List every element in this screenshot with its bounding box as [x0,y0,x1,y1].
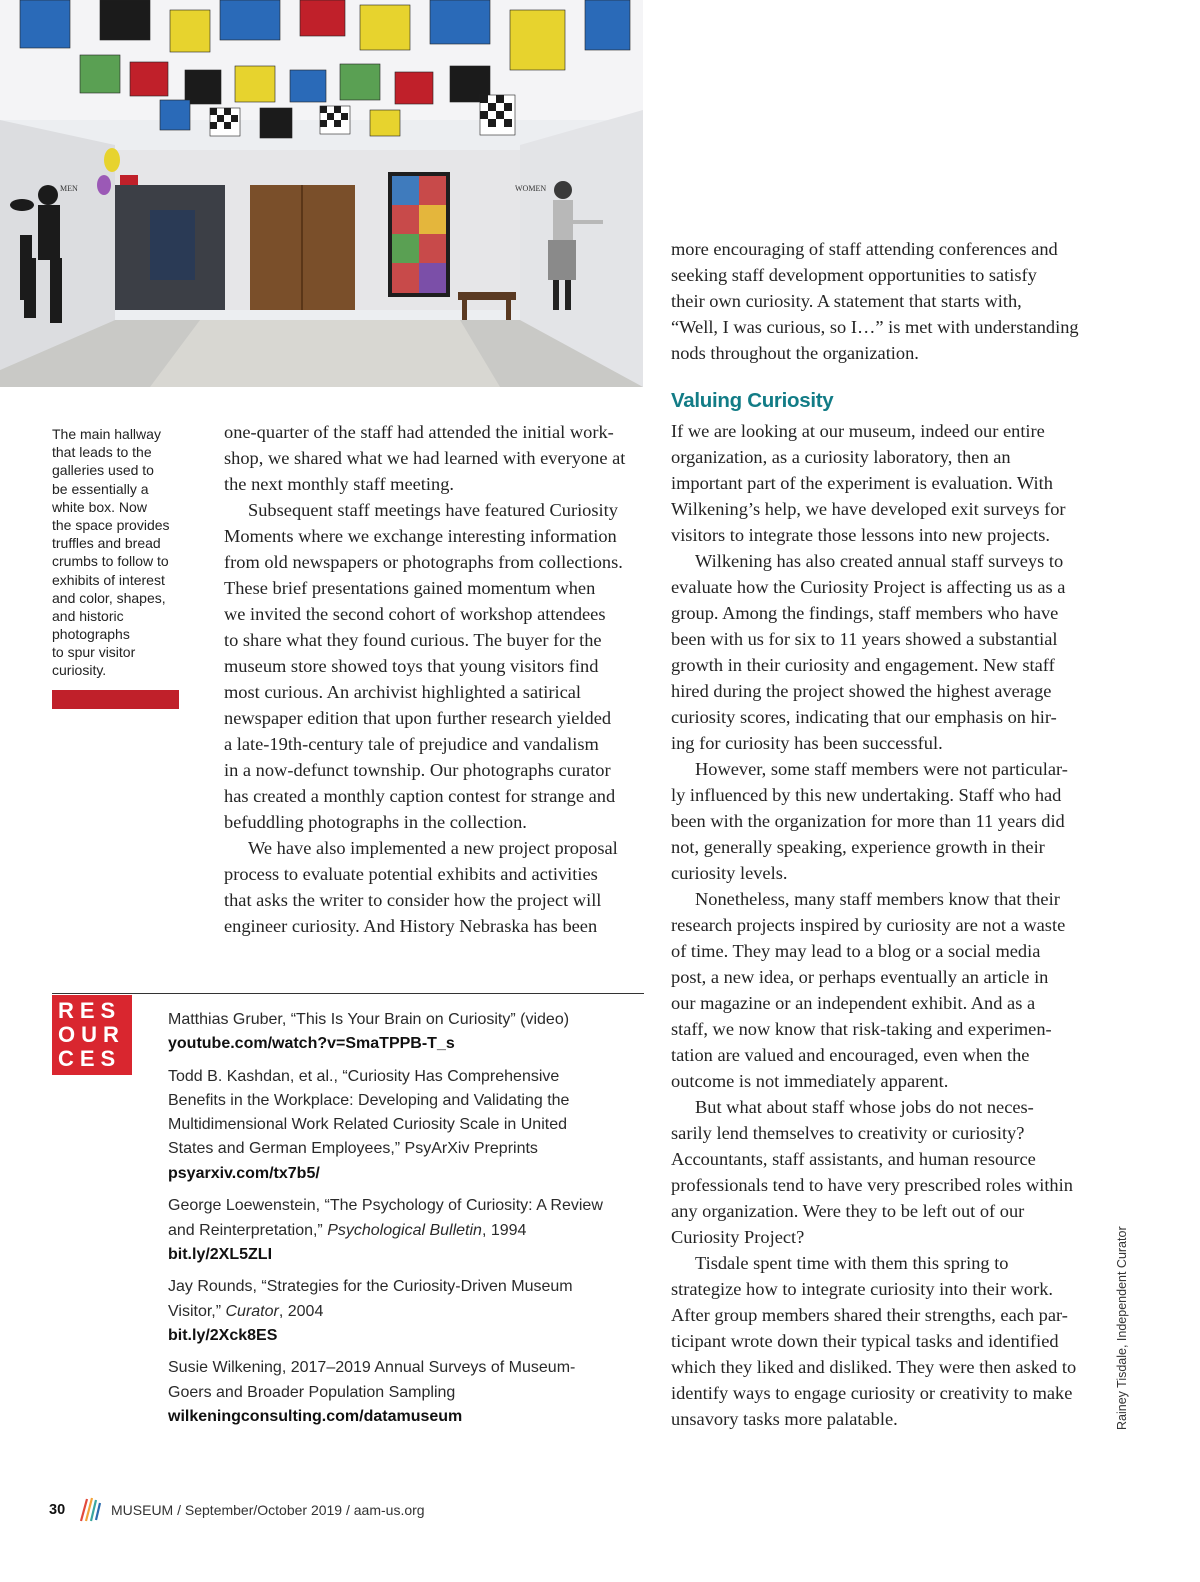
body-line: from old newspapers or photographs from collections. [224,552,623,572]
aam-logo-icon [77,1495,103,1526]
body-line: engineer curiosity. And History Nebraska has been [224,916,598,936]
resource-citation [168,1219,638,1243]
caption-line: and color, shapes, [52,589,166,606]
body-line: nods throughout the organization. [671,343,919,363]
body-line: tation are valued and encouraged, even when the [671,1045,1030,1065]
body-line: museum store showed toys that young visitors find [224,656,599,676]
body-line: Accountants, staff assistants, and human resource [671,1149,1036,1169]
body-line: which they liked and disliked. They were then asked to [671,1357,1077,1377]
body-line: Tisdale spent time with them this spring to [695,1253,1009,1273]
resources-list [168,1008,638,1438]
body-line: more encouraging of staff attending conferences and [671,239,1058,259]
body-line: our magazine or an independent exhibit. And as a [671,993,1036,1013]
body-line: their own curiosity. A statement that starts with, [671,291,1022,311]
page-number: 30 [49,1502,66,1518]
photo-credit: Rainey Tisdale, Independent Curator [1115,1226,1129,1430]
body-line: post, a new idea, or perhaps eventually an article in [671,967,1049,987]
body-line: outcome is not immediately apparent. [671,1071,949,1091]
body-line: a late-19th-century tale of prejudice and vandalism [224,734,599,754]
body-line: unsavory tasks more palatable. [671,1409,898,1429]
caption-line: white box. Now [52,498,147,515]
caption-line: exhibits of interest [52,571,165,588]
resource-link[interactable]: bit.ly/2Xck8ES [168,1326,278,1344]
photo-caption [52,425,192,680]
body-line: Wilkening has also created annual staff surveys to [695,551,1064,571]
caption-line: curiosity. [52,662,107,679]
resources-badge-line: OUR [58,1022,125,1047]
journal-title: Psychological Bulletin [327,1221,482,1239]
body-line: most curious. An archivist highlighted a satirical [224,682,582,702]
body-line: not, generally speaking, experience growth in their [671,837,1045,857]
caption-accent-bar [52,690,179,709]
caption-line: galleries used to [52,462,154,479]
body-line: evaluate how the Curiosity Project is affecting us as a [671,577,1066,597]
resource-citation: Benefits in the Workplace: Developing and Validating the [168,1092,570,1110]
resource-citation: Jay Rounds, “Strategies for the Curiosity-Driven Museum [168,1278,573,1296]
body-line: visitors to integrate those lessons into new projects. [671,525,1050,545]
journal-title: Curator [225,1302,279,1320]
body-column-right [671,418,1096,1432]
body-line: befuddling photographs in the collection. [224,812,527,832]
section-heading: Valuing Curiosity [671,389,834,412]
caption-line: photographs [52,626,130,643]
body-line: process to evaluate potential exhibits and activities [224,864,598,884]
resource-item [168,1194,638,1267]
body-line: curiosity levels. [671,863,788,883]
resource-link[interactable]: youtube.com/watch?v=SmaTPPB-T_s [168,1035,455,1053]
body-line: any organization. Were they to be left out of our [671,1201,1025,1221]
resource-citation: Matthias Gruber, “This Is Your Brain on Curiosity” (video) [168,1011,570,1028]
body-line: After group members shared their strengths, each par- [671,1305,1068,1325]
resource-link[interactable]: bit.ly/2XL5ZLI [168,1245,273,1263]
resource-citation [168,1300,638,1324]
body-line: the next monthly staff meeting. [224,474,455,494]
body-line: “Well, I was curious, so I…” is met with understanding [671,317,1079,337]
caption-line: that leads to the [52,444,152,461]
body-line: hired during the project showed the highest average [671,681,1052,701]
resource-link[interactable]: psyarxiv.com/tx7b5/ [168,1164,320,1182]
body-line: ing for curiosity has been successful. [671,733,943,753]
resources-badge [52,995,132,1075]
body-line: curiosity scores, indicating that our emphasis on hir- [671,707,1057,727]
body-line: important part of the experiment is evaluation. With [671,473,1053,493]
resource-citation: States and German Employees,” PsyArXiv Preprints [168,1140,538,1158]
resource-item [168,1275,638,1348]
body-line: we invited the second cohort of workshop attendees [224,604,606,624]
citation-text: and Reinterpretation,” [168,1221,328,1239]
body-line: shop, we shared what we had learned with everyone at [224,448,626,468]
caption-line: The main hallway [52,426,161,442]
body-line: We have also implemented a new project proposal [248,838,618,858]
resource-item [168,1356,638,1429]
hallway-photo [0,0,643,387]
citation-text: Visitor,” [168,1302,226,1320]
caption-line: truffles and bread [52,535,161,552]
body-line: newspaper edition that upon further research yielded [224,708,612,728]
caption-line: to spur visitor [52,644,136,661]
body-line: Moments where we exchange interesting information [224,526,617,546]
body-line: seeking staff development opportunities to satisfy [671,265,1037,285]
women-sign: WOMEN [515,184,547,193]
body-line: research projects inspired by curiosity are not a waste [671,915,1066,935]
body-line: Subsequent staff meetings have featured Curiosity [248,500,618,520]
body-line: to share what they found curious. The buyer for the [224,630,602,650]
body-line: If we are looking at our museum, indeed our entire [671,421,1045,441]
resources-badge-line: RES [58,998,122,1023]
body-line: of time. They may lead to a blog or a social media [671,941,1041,961]
body-line: identify ways to engage curiosity or creativity to make [671,1383,1073,1403]
body-line: organization, as a curiosity laboratory, then an [671,447,1011,467]
body-line: ly influenced by this new undertaking. Staff who had [671,785,1062,805]
body-line: Wilkening’s help, we have developed exit surveys for [671,499,1066,519]
resource-citation: Todd B. Kashdan, et al., “Curiosity Has Comprehensive [168,1067,560,1085]
body-line: professionals tend to have very prescribed roles within [671,1175,1073,1195]
resource-link[interactable]: wilkeningconsulting.com/datamuseum [168,1407,463,1425]
caption-line: crumbs to follow to [52,553,169,570]
body-line: group. Among the findings, staff members who have [671,603,1059,623]
body-line: ticipant wrote down their typical tasks and identified [671,1331,1059,1351]
caption-line: be essentially a [52,480,149,497]
folio-text: MUSEUM / September/October 2019 / aam-us.org [111,1502,425,1518]
body-line: growth in their curiosity and engagement. New staff [671,655,1055,675]
body-line: But what about staff whose jobs do not neces- [695,1097,1034,1117]
citation-year: , 2004 [278,1302,324,1320]
hallway-illustration [0,0,643,387]
body-column-left [224,419,644,939]
body-line: However, some staff members were not particular- [695,759,1068,779]
caption-line: and historic [52,607,124,624]
body-line: one-quarter of the staff had attended the initial work- [224,422,614,442]
resource-item [168,1008,638,1056]
caption-line: the space provides [52,516,170,533]
resource-citation: Goers and Broader Population Sampling [168,1383,456,1401]
resource-citation: George Loewenstein, “The Psychology of Curiosity: A Review [168,1197,603,1215]
body-line: staff, we now know that risk-taking and experimen- [671,1019,1052,1039]
men-sign: MEN [60,184,78,193]
resources-badge-line: CES [58,1046,122,1071]
body-line: sarily lend themselves to creativity or curiosity? [671,1123,1025,1143]
resource-citation: Susie Wilkening, 2017–2019 Annual Surveys of Museum- [168,1359,576,1377]
resources-divider [52,993,644,994]
body-line: strategize how to integrate curiosity into their work. [671,1279,1054,1299]
resource-item [168,1065,638,1186]
body-line: been with us for six to 11 years showed a substantial [671,629,1058,649]
body-line: been with the organization for more than 11 years did [671,811,1065,831]
citation-year: , 1994 [481,1221,527,1239]
body-line: Nonetheless, many staff members know that their [695,889,1060,909]
body-column-right-top [671,236,1096,366]
body-line: that asks the writer to consider how the project will [224,890,602,910]
body-line: has created a monthly caption contest for strange and [224,786,616,806]
resource-citation: Multidimensional Work Related Curiosity Scale in United [168,1116,567,1134]
body-line: Curiosity Project? [671,1227,805,1247]
body-line: These brief presentations gained momentum when [224,578,596,598]
body-line: in a now-defunct township. Our photographs curator [224,760,611,780]
